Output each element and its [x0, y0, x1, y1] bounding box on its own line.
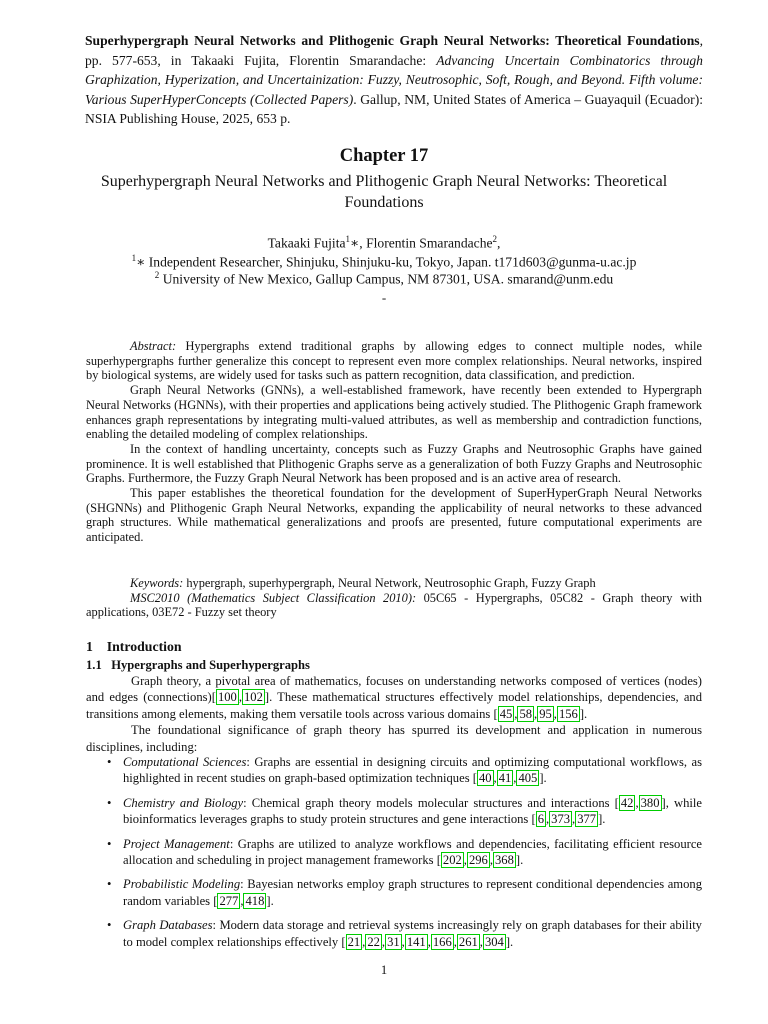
citation-group-1: [ 100 , 102 ]: [211, 690, 270, 705]
citation-group: [ 21 , 22 , 31 , 141 , 166 , 261 , 304: [341, 934, 504, 949]
aff2-text: University of New Mexico, Gallup Campus, NM 87301, USA. smarand@unm.edu: [159, 271, 614, 287]
citation-group: [ 202 , 296 , 368: [436, 853, 514, 868]
citation-group: [ 277 , 418: [213, 893, 265, 908]
abstract-label: Abstract:: [130, 339, 177, 353]
citation-link[interactable]: 58: [519, 706, 533, 721]
subsection-title: Hypergraphs and Superhypergraphs: [111, 658, 310, 672]
keywords-label: Keywords:: [130, 576, 184, 590]
citation-link[interactable]: 40: [478, 771, 492, 786]
chapter-label: Chapter 17: [339, 146, 429, 166]
citation-link[interactable]: 141: [406, 934, 426, 949]
list-item-term: Chemistry and Biology: [123, 795, 244, 810]
citation-link[interactable]: 380: [640, 795, 660, 810]
list-item: • Chemistry and Biology: Chemical graph theory models molecular structures and interactions [ 42 , 380 ], while bioinformatics leverages graphs to study protein structures and gene interactions [ 6 , 373 , 377 ].: [107, 795, 702, 827]
citation-link[interactable]: 405: [518, 771, 538, 786]
list-item-term: Project Management: [123, 836, 230, 851]
citation-link[interactable]: 418: [245, 893, 265, 908]
bullet-icon: •: [107, 836, 112, 851]
list-item-text: ], while bioinformatics leverages graphs to study protein structures and gene interactions: [123, 795, 702, 827]
separator-dash: -: [381, 290, 387, 305]
citation-link[interactable]: 42: [620, 795, 634, 810]
citation-book: Advancing Uncertain Combinatorics through Graphization, Hyperization, and Uncertainization: Fuzzy, Neutrosophic, Soft, Rough, and Beyond. Fifth volume: Various SuperHyperConcepts (Collected Papers): [85, 52, 703, 107]
author-2: , Florentin Smarandache: [359, 235, 493, 251]
citation-link[interactable]: 377: [577, 812, 597, 827]
aff1-text: Independent Researcher, Shinjuku, Shinjuku-ku, Tokyo, Japan. t171d603@gunma-u.ac.jp: [145, 254, 637, 270]
citation-publisher: . Gallup, NM, United States of America – Guayaquil (Ecuador): NSIA Publishing House, 2025, 653 p.: [85, 91, 703, 126]
citation-link[interactable]: 296: [468, 853, 488, 868]
bullet-icon: •: [107, 795, 112, 810]
abstract-p2: Graph Neural Networks (GNNs), a well-established framework, have recently been extended to Hypergraph Neural Networks (HGNNs), with their properties and applications being actively studied. The Plithogenic Graph framework enhances graph representations by integrating multi-valued attributes, as well as membership and contradiction functions, enabling the detailed modeling of complex relationships.: [86, 383, 702, 442]
section-title: Introduction: [106, 639, 182, 654]
list-item: • Computational Sciences: Graphs are essential in designing circuits and optimizing computational workflows, as highlighted in recent studies on graph-based optimization techniques [ 40 , 41 , 405 ].: [107, 755, 702, 786]
list-item: • Project Management: Graphs are utilized to analyze workflows and dependencies, facilitating efficient resource allocation and scheduling in project management frameworks [ 202 , 296 , 368 ].: [107, 836, 703, 868]
list-item-text: : Graphs are essential in designing circuits and optimizing computational workflows, as highlighted in recent studies on graph-based optimization techniques: [123, 755, 702, 786]
list-item-term: Computational Sciences: [123, 755, 247, 769]
aff1-sup: 1: [131, 253, 137, 263]
chapter-title: Superhypergraph Neural Networks and Plithogenic Graph Neural Networks: Theoretical Foundations: [100, 173, 668, 211]
citation-group-2: [ 45 , 58 , 95 , 156 ]: [493, 706, 585, 721]
citation-group: [ 6 , 373 , 377: [531, 812, 597, 827]
citation-link[interactable]: 31: [387, 934, 400, 949]
citation-link[interactable]: 166: [432, 934, 452, 949]
list-item-term: Graph Databases: [123, 918, 213, 933]
citation-link[interactable]: 45: [499, 706, 513, 721]
bullet-icon: •: [107, 877, 112, 892]
citation-link[interactable]: 21: [347, 934, 361, 949]
intro-p2: The foundational significance of graph theory has spurred its development and application in numerous disciplines, including:: [86, 723, 702, 754]
keywords-text: hypergraph, superhypergraph, Neural Network, Neutrosophic Graph, Fuzzy Graph: [183, 576, 596, 590]
abstract-p3: In the context of handling uncertainty, concepts such as Fuzzy Graphs and Neutrosophic Graphs have gained prominence. It is well established that Plithogenic Graphs serve as a generalization of both Fuzzy Graphs and Neutrosophic Graphs. Furthermore, the Fuzzy Graph Neural Network has been proposed and is an active area of research.: [86, 441, 702, 486]
intro-body: [86, 673, 702, 755]
citation-pages: , pp. 577-653, in Takaaki Fujita, Florentin Smarandache:: [85, 33, 703, 68]
intro-p1a: Graph theory, a pivotal area of mathematics, focuses on understanding networks composed of vertices (nodes) and edges (connections): [86, 674, 702, 705]
abstract-p4: This paper establishes the theoretical foundation for the development of SuperHyperGraph Neural Networks (SHGNNs) and Plithogenic Graph Neural Networks, expanding the applicability of neural networks to these advanced graph structures. While mathematical generalizations and proofs are presented, future computational experiments are anticipated.: [86, 486, 702, 545]
bullet-icon: •: [107, 918, 112, 933]
citation-link[interactable]: 102: [244, 690, 263, 705]
citation-block: [85, 31, 703, 129]
citation-link[interactable]: 22: [367, 934, 380, 949]
list-item-text: : Graphs are utilized to analyze workflows and dependencies, facilitating efficient resource allocation and scheduling in project management frameworks: [123, 836, 703, 868]
aff1-mark: ∗: [136, 254, 146, 270]
list-item-text: : Modern data storage and retrieval systems increasingly rely on graph databases for their ability to model complex relationships effectively: [123, 918, 702, 949]
citation-link[interactable]: 373: [551, 812, 571, 827]
msc-text: 05C65 - Hypergraphs, 05C82 - Graph theory with applications, 03E72 - Fuzzy set theory: [86, 590, 702, 620]
keywords: [86, 576, 702, 591]
intro-p1: [86, 673, 702, 722]
citation-group: [ 42 , 380: [614, 795, 660, 810]
list-item: • Graph Databases: Modern data storage and retrieval systems increasingly rely on graph databases for their ability to model complex relationships effectively [ 21 , 22 , 31 , 141 , 166 , 261 , 304 ].: [107, 918, 702, 949]
intro-p1c: .: [584, 706, 588, 721]
disciplines-list: [86, 754, 702, 958]
abstract-p1: [86, 339, 702, 383]
affiliation-2: [0, 270, 768, 288]
authors-end: ,: [497, 235, 501, 251]
aff2-sup: 2: [154, 270, 160, 280]
citation-link[interactable]: 156: [558, 706, 578, 721]
bullet-icon: •: [107, 755, 112, 769]
citation-link[interactable]: 95: [539, 706, 552, 721]
page-number: 1: [380, 963, 388, 977]
author-2-sup: 2: [492, 234, 498, 244]
list-item-text: : Bayesian networks employ graph structures to represent conditional dependencies among random variables: [123, 877, 702, 908]
citation-link[interactable]: 6: [537, 812, 544, 827]
msc-label: MSC2010 (Mathematics Subject Classification 2010):: [130, 590, 417, 605]
citation-link[interactable]: 202: [442, 853, 462, 868]
section-number: 1: [86, 639, 93, 654]
citation-link[interactable]: 277: [219, 893, 239, 908]
author-1-mark: ∗: [350, 235, 360, 251]
citation-link[interactable]: 41: [498, 771, 512, 786]
abstract-p1-text: Hypergraphs extend traditional graphs by allowing edges to connect multiple nodes, while superhypergraphs further generalize this concept to represent even more complex relationships. Neural networks, inspired by biological systems, are widely used for tasks such as pattern recognition, data classification, and prediction.: [86, 339, 702, 383]
citation-link[interactable]: 261: [458, 934, 478, 949]
citation-link[interactable]: 368: [495, 853, 514, 868]
list-item: • Probabilistic Modeling: Bayesian networks employ graph structures to represent conditional dependencies among random variables [ 277 , 418 ].: [107, 877, 702, 908]
keywords-block: [86, 576, 702, 620]
subsection-number: 1.1: [86, 658, 102, 672]
author-1: Takaaki Fujita: [267, 235, 346, 251]
intro-p1b: . These mathematical structures effectively model relationships, dependencies, and transitions among elements, making them versatile tools across various domains: [86, 690, 702, 721]
subsection-heading-1-1: [86, 658, 310, 673]
author-1-sup: 1: [345, 234, 351, 244]
authors-line: [0, 234, 768, 252]
citation-group: [ 40 , 41 , 405: [472, 771, 538, 786]
list-item-term: Probabilistic Modeling: [123, 877, 241, 892]
affiliation-1: [0, 253, 768, 271]
citation-link[interactable]: 304: [484, 934, 504, 949]
abstract: [86, 339, 702, 545]
list-item-text: : Chemical graph theory models molecular structures and interactions: [243, 795, 615, 810]
citation-title: Superhypergraph Neural Networks and Plithogenic Graph Neural Networks: Theoretical Foundations: [85, 33, 700, 48]
msc: [86, 591, 702, 620]
section-heading-1: [86, 639, 182, 655]
citation-link[interactable]: 100: [217, 690, 237, 705]
